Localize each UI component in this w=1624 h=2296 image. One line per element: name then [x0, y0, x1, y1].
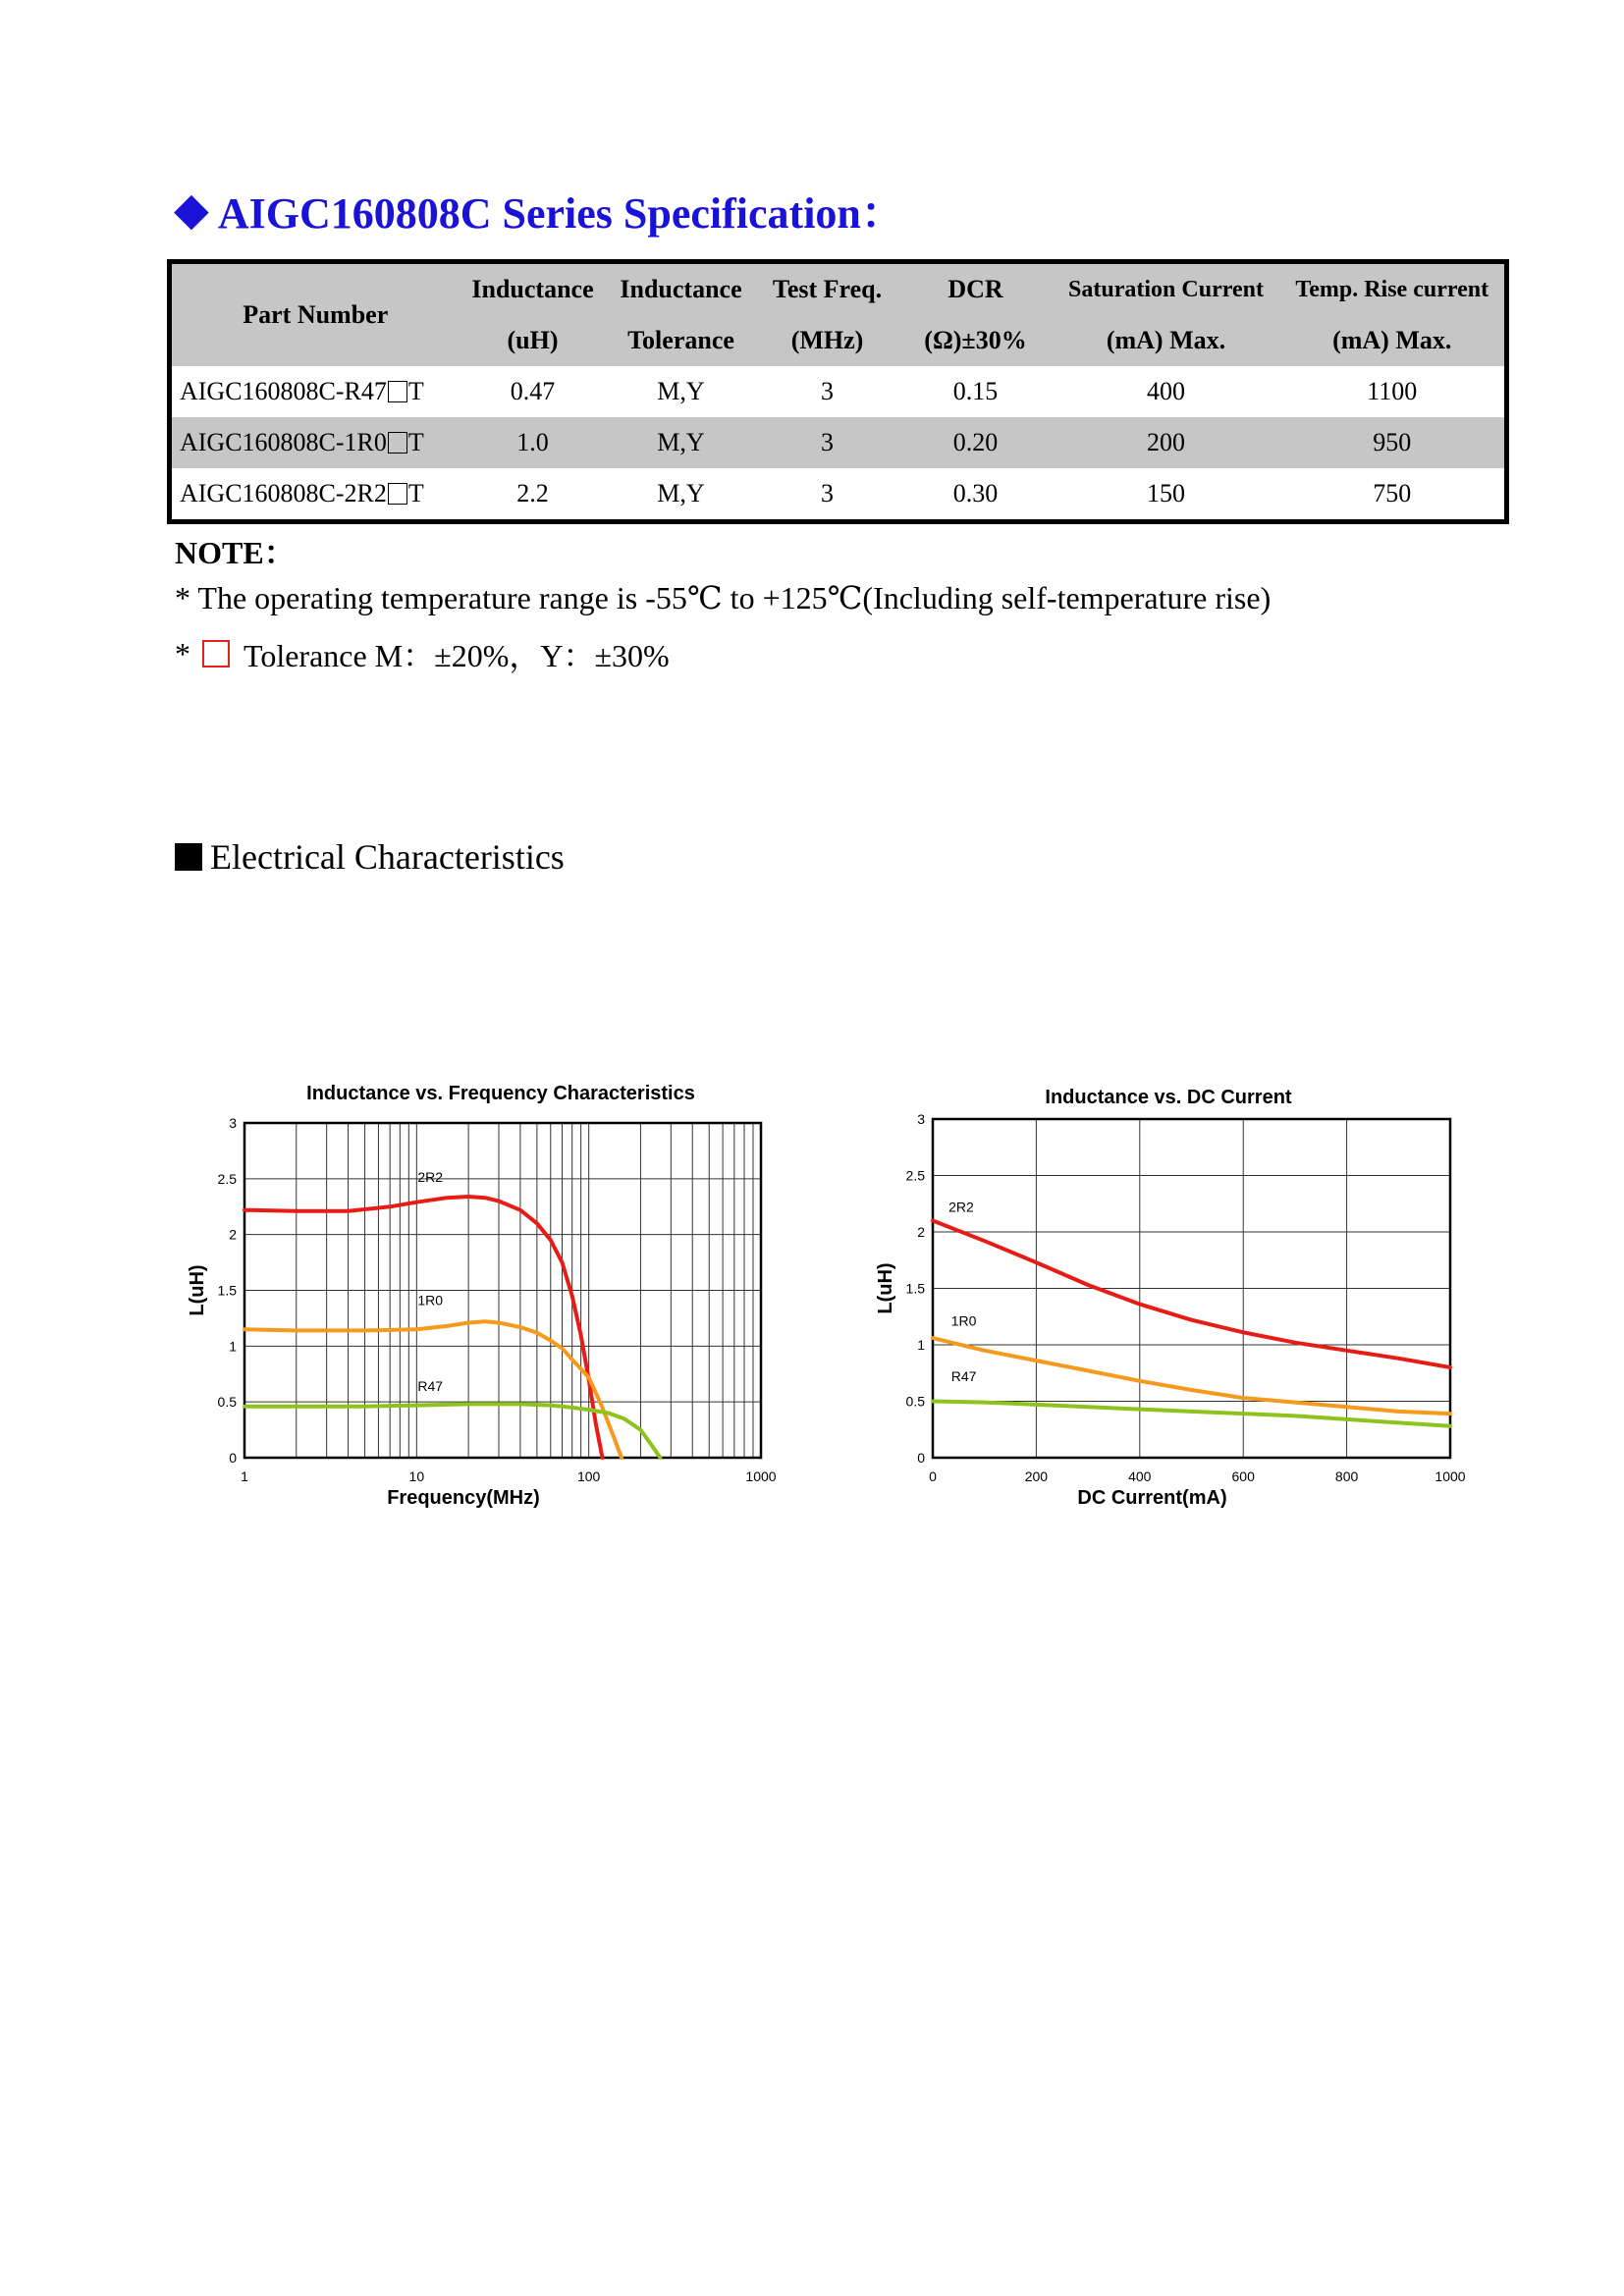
cell-test-freq: 3: [821, 377, 834, 405]
x-tick-label: 800: [1334, 1468, 1359, 1484]
series-label-r47: R47: [417, 1377, 444, 1394]
y-tick-label: 3: [229, 1115, 237, 1131]
y-tick-label: 2.5: [217, 1170, 237, 1187]
y-tick-label: 2.5: [905, 1167, 925, 1184]
cell-inductance: 0.47: [510, 377, 556, 405]
cell-temp-rise-current: 1100: [1367, 377, 1418, 405]
note-operating-temperature: * The operating temperature range is -55℃ to +125℃(Including self-temperature rise): [175, 580, 1272, 615]
header-unit-ohm: (Ω)±30%: [924, 326, 1027, 354]
cell-dcr: 0.20: [952, 428, 999, 456]
y-tick-label: 0: [917, 1450, 925, 1466]
chart-title: Inductance vs. DC Current: [1045, 1087, 1292, 1108]
x-tick-label: 1000: [745, 1468, 777, 1484]
box-placeholder-icon: [388, 381, 407, 402]
note-star: *: [175, 635, 190, 671]
cell-part-number: AIGC160808C-1R0 T: [180, 428, 424, 456]
table-row: [170, 417, 1507, 468]
cell-part-number: AIGC160808C-R47 T: [180, 377, 424, 405]
note-tolerance-text: Tolerance M：±20%，Y：±30%: [244, 638, 670, 673]
x-tick-label: 1000: [1435, 1468, 1466, 1484]
diamond-icon: ◆: [175, 185, 208, 234]
chart-title: Inductance vs. Frequency Characteristics: [306, 1083, 695, 1104]
section-heading: [175, 836, 565, 878]
cell-test-freq: 3: [821, 479, 834, 507]
x-tick-label: 100: [576, 1468, 601, 1484]
note-tolerance: [175, 631, 670, 676]
cell-tolerance: M,Y: [657, 428, 705, 456]
header-unit-mhz: (MHz): [790, 326, 864, 354]
table-row: [170, 366, 1507, 417]
header-inductance-tolerance: Inductance: [620, 275, 742, 303]
x-tick-label: 600: [1231, 1468, 1255, 1484]
x-tick-label: 0: [929, 1468, 937, 1484]
header-test-freq: Test Freq.: [772, 275, 883, 303]
header-part-number: Part Number: [243, 300, 389, 329]
series-label-1r0: 1R0: [417, 1292, 444, 1308]
y-axis-label: L(uH): [187, 1264, 208, 1316]
cell-part-number: AIGC160808C-2R2 T: [180, 479, 424, 507]
y-tick-label: 3: [917, 1111, 925, 1127]
y-tick-label: 2: [229, 1226, 237, 1243]
page-title: [175, 180, 904, 239]
y-tick-label: 1.5: [217, 1282, 237, 1299]
series-label-r47: R47: [950, 1367, 977, 1384]
cell-saturation-current: 150: [1147, 479, 1185, 507]
series-label-2r2: 2R2: [417, 1169, 444, 1186]
cell-tolerance: M,Y: [657, 377, 705, 405]
series-line-2r2: [933, 1221, 1450, 1368]
cell-saturation-current: 200: [1147, 428, 1185, 456]
black-square-icon: [175, 843, 202, 871]
y-tick-label: 2: [917, 1224, 925, 1240]
box-placeholder-icon: [388, 483, 407, 505]
table-row: [170, 468, 1507, 522]
x-axis-label: DC Current(mA): [1077, 1487, 1227, 1509]
header-tolerance: Tolerance: [627, 326, 734, 354]
y-axis-label: L(uH): [875, 1262, 896, 1314]
cell-saturation-current: 400: [1147, 377, 1185, 405]
series-line-r47: [933, 1402, 1450, 1426]
x-tick-label: 1: [241, 1468, 248, 1484]
header-temp-rise-current: Temp. Rise current: [1295, 276, 1489, 302]
y-tick-label: 0: [229, 1450, 237, 1466]
cell-inductance: 2.2: [516, 479, 549, 507]
y-tick-label: 1.5: [905, 1280, 925, 1297]
header-row-top: [170, 262, 1507, 316]
header-unit-ma-temp: (mA) Max.: [1332, 326, 1452, 354]
cell-dcr: 0.30: [952, 479, 999, 507]
page-title-text: AIGC160808C Series Specification：: [217, 189, 904, 238]
y-tick-label: 1: [229, 1338, 237, 1355]
red-box-icon: [202, 640, 230, 667]
header-unit-uh: (uH): [507, 326, 559, 354]
header-saturation-current: Saturation Current: [1068, 276, 1264, 302]
cell-tolerance: M,Y: [657, 479, 705, 507]
y-tick-label: 0.5: [905, 1393, 925, 1410]
chart-inductance-vs-dc-current: [864, 1070, 1473, 1531]
y-tick-label: 0.5: [217, 1394, 237, 1411]
y-tick-label: 1: [917, 1337, 925, 1353]
cell-test-freq: 3: [821, 428, 834, 456]
x-tick-label: 400: [1128, 1468, 1152, 1484]
chart-grid: [933, 1119, 1450, 1458]
cell-dcr: 0.15: [952, 377, 999, 405]
header-unit-ma-sat: (mA) Max.: [1106, 326, 1226, 354]
cell-temp-rise-current: 750: [1373, 479, 1412, 507]
header-dcr: DCR: [947, 275, 1003, 303]
chart-inductance-vs-frequency: [167, 1070, 795, 1531]
x-tick-label: 10: [408, 1468, 425, 1484]
cell-temp-rise-current: 950: [1373, 428, 1412, 456]
series-label-2r2: 2R2: [948, 1199, 974, 1215]
cell-inductance: 1.0: [516, 428, 549, 456]
note-heading: NOTE：: [175, 535, 296, 570]
box-placeholder-icon: [388, 432, 407, 454]
x-axis-label: Frequency(MHz): [387, 1487, 540, 1509]
series-label-1r0: 1R0: [950, 1312, 977, 1329]
x-tick-label: 200: [1024, 1468, 1049, 1484]
spec-table: [167, 259, 1509, 524]
header-inductance: Inductance: [471, 275, 594, 303]
section-heading-text: Electrical Characteristics: [210, 837, 565, 877]
